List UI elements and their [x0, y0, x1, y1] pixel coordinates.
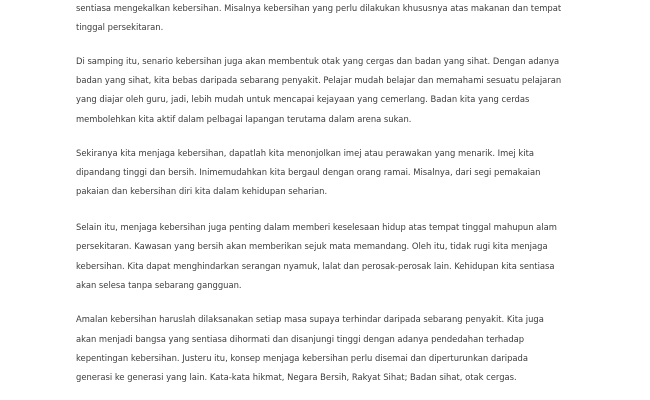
paragraph-5-line-2: akan menjadi bangsa yang sentiasa dihormati dan disanjungi tinggi dengan adanya pendedahan terhadap [76, 334, 525, 344]
paragraph-2-line-3: yang diajar oleh guru, jadi, lebih mudah untuk mencapai kejayaan yang cemerlang. Badan kita yang cerdas [76, 94, 530, 104]
paragraph-2-line-4: membolehkan kita aktif dalam pelbagai lapangan terutama dalam arena sukan. [76, 114, 412, 124]
paragraph-4-line-3: kebersihan. Kita dapat menghindarkan serangan nyamuk, lalat dan perosak-perosak lain. Kehidupan kita sentiasa [76, 261, 555, 271]
paragraph-4-line-4: akan selesa tanpa sebarang gangguan. [76, 280, 242, 290]
paragraph-1-line-2: tinggal persekitaran. [76, 22, 164, 32]
paragraph-3-line-2: dipandang tinggi dan bersih. Inimemudahkan kita bergaul dengan orang ramai. Misalnya, dari segi pemakaian [76, 167, 541, 177]
paragraph-5-line-4: generasi ke generasi yang lain. Kata-kata hikmat, Negara Bersih, Rakyat Sihat; Badan sihat, otak cergas. [76, 372, 517, 382]
paragraph-4-line-2: persekitaran. Kawasan yang bersih akan memberikan sejuk mata memandang. Oleh itu, tidak rugi kita menjaga [76, 241, 548, 251]
paragraph-5-line-3: kepentingan kebersihan. Justeru itu, konsep menjaga kebersihan perlu disemai dan diperturunkan daripada [76, 353, 529, 363]
paragraph-1-line-1: sentiasa mengekalkan kebersihan. Misalnya kebersihan yang perlu dilakukan khususnya atas makanan dan tempat [76, 3, 562, 13]
paragraph-3-line-3: pakaian dan kebersihan diri kita dalam kehidupan seharian. [76, 186, 328, 196]
paragraph-4-line-1: Selain itu, menjaga kebersihan juga penting dalam memberi keselesaan hidup atas tempat tinggal mahupun alam [76, 222, 557, 232]
paragraph-2-line-2: badan yang sihat, kita bebas daripada sebarang penyakit. Pelajar mudah belajar dan memahami sesuatu pelajaran [76, 75, 562, 85]
paragraph-2-line-1: Di samping itu, senario kebersihan juga akan membentuk otak yang cergas dan badan yang sihat. Dengan adanya [76, 56, 560, 66]
paragraph-5-line-1: Amalan kebersihan haruslah dilaksanakan setiap masa supaya terhindar daripada sebarang penyakit. Kita juga [76, 314, 544, 324]
paragraph-3-line-1: Sekiranya kita menjaga kebersihan, dapatlah kita menonjolkan imej atau perawakan yang menarik. Imej kita [76, 148, 535, 158]
